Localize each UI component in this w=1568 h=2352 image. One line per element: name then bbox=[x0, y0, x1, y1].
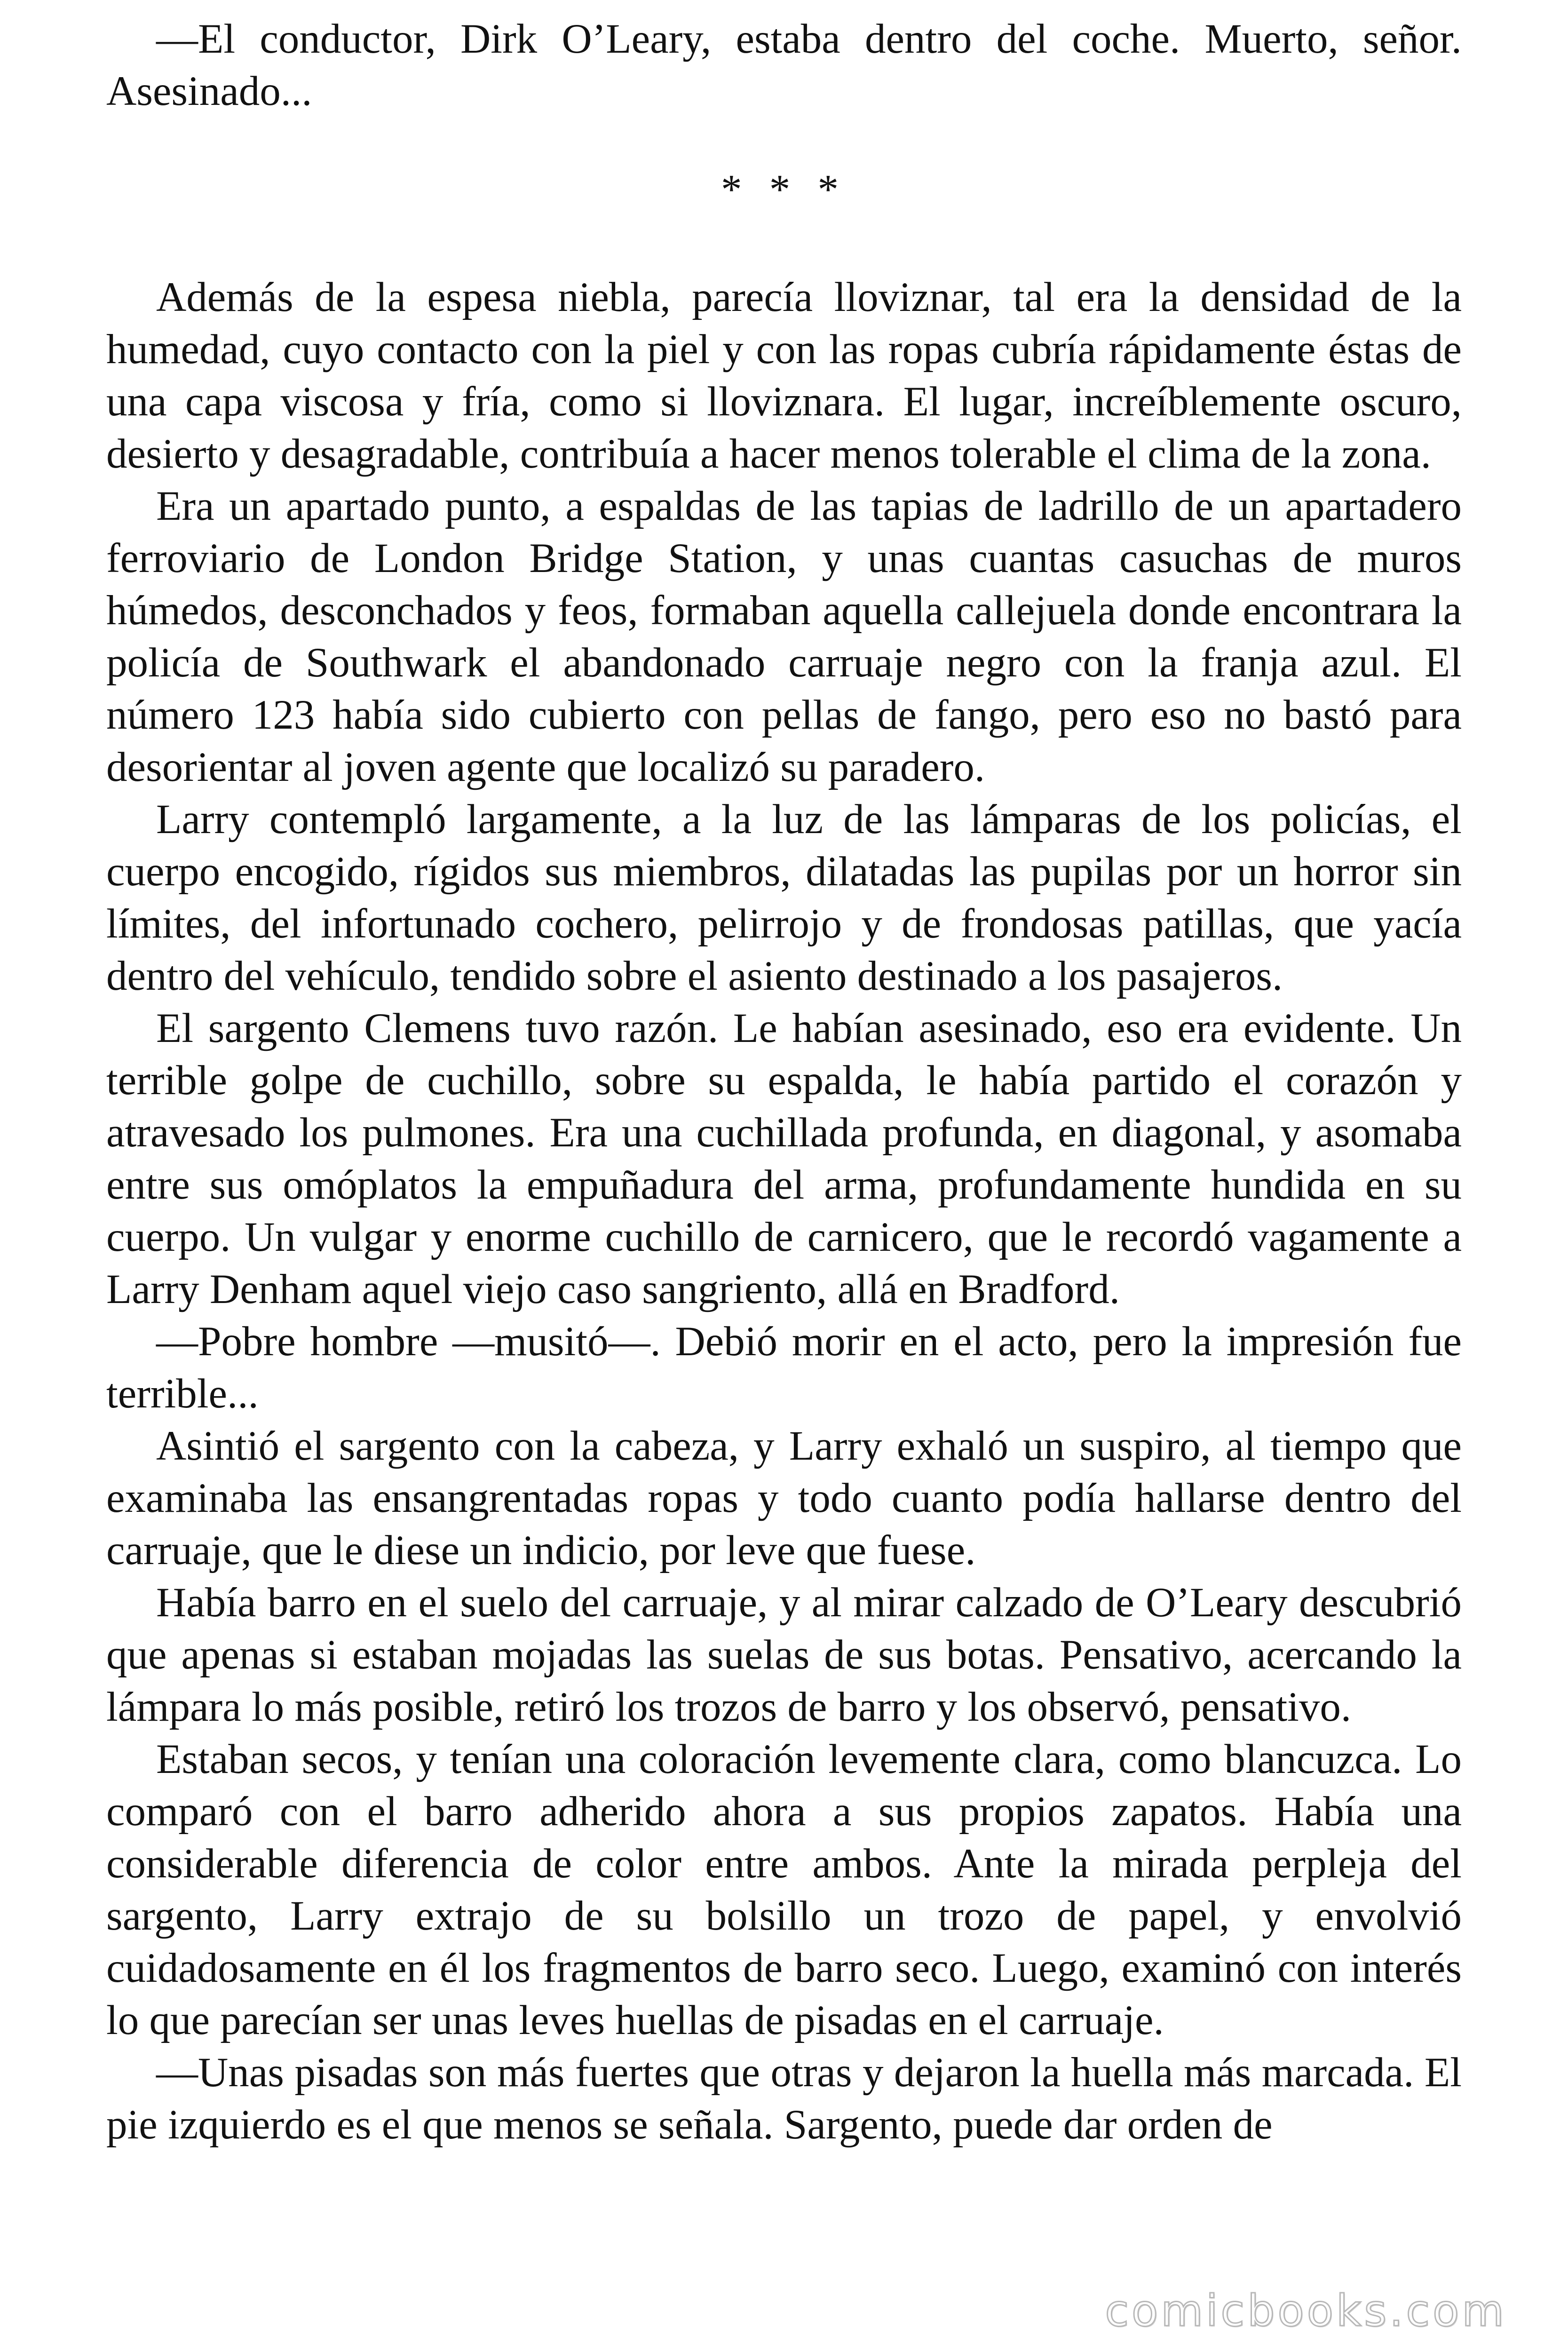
paragraph: Había barro en el suelo del carruaje, y al mirar calzado de O’Leary descubrió que apenas si estaban mojadas las suelas de sus botas. Pensativo, acercando la lámpara lo más posible, retiró los trozos de barro y los observó, pensativo. bbox=[106, 1580, 1462, 1730]
section-separator: * * * bbox=[721, 167, 847, 213]
paragraph: Estaban secos, y tenían una coloración levemente clara, como blancuzca. Lo comparó con el barro adherido ahora a sus propios zapatos. Había una considerable diferencia de color entre ambos. Ante la mirada perpleja del sargento, Larry extrajo de su bolsillo un trozo de papel, y envolvió cuidadosamente en él los fragmentos de barro seco. Luego, examinó con interés lo que parecían ser unas leves huellas de pisadas en el carruaje. bbox=[106, 1736, 1462, 2043]
watermark: comicbooks.com bbox=[1105, 2286, 1507, 2336]
paragraph: Además de la espesa niebla, parecía lloviznar, tal era la densidad de la humedad, cuyo contacto con la piel y con las ropas cubría rápidamente éstas de una capa viscosa y fría, como si lloviznara. El lugar, increíblemente oscuro, desierto y desagradable, contribuía a hacer menos tolerable el clima de la zona. bbox=[106, 274, 1462, 477]
opening-paragraph: —El conductor, Dirk O’Leary, estaba dentro del coche. Muerto, señor. Asesinado... bbox=[106, 16, 1462, 114]
paragraph: Era un apartado punto, a espaldas de las tapias de ladrillo de un apartadero ferroviario de London Bridge Station, y unas cuantas casuchas de muros húmedos, desconchados y feos, formaban aquella callejuela donde encontrara la policía de Southwark el abandonado carruaje negro con la franja azul. El número 123 había sido cubierto con pellas de fango, pero eso no bastó para desorientar al joven agente que localizó su paradero. bbox=[106, 483, 1462, 790]
paragraph: Larry contempló largamente, a la luz de las lámparas de los policías, el cuerpo encogido, rígidos sus miembros, dilatadas las pupilas por un horror sin límites, del infortunado cochero, pelirrojo y de frondosas patillas, que yacía dentro del vehículo, tendido sobre el asiento destinado a los pasajeros. bbox=[106, 796, 1462, 999]
paragraph: El sargento Clemens tuvo razón. Le habían asesinado, eso era evidente. Un terrible golpe de cuchillo, sobre su espalda, le había partido el corazón y atravesado los pulmones. Era una cuchillada profunda, en diagonal, y asomaba entre sus omóplatos la empuñadura del arma, profundamente hundida en su cuerpo. Un vulgar y enorme cuchillo de carnicero, que le recordó vagamente a Larry Denham aquel viejo caso sangriento, allá en Bradford. bbox=[106, 1005, 1462, 1312]
paragraph: —Pobre hombre —musitó—. Debió morir en el acto, pero la impresión fue terrible... bbox=[106, 1319, 1462, 1417]
paragraph: —Unas pisadas son más fuertes que otras y dejaron la huella más marcada. El pie izquierdo es el que menos se señala. Sargento, puede dar orden de bbox=[106, 2050, 1462, 2148]
paragraph: Asintió el sargento con la cabeza, y Larry exhaló un suspiro, al tiempo que examinaba las ensangrentadas ropas y todo cuanto podía hallarse dentro del carruaje, que le diese un indicio, por leve que fuese. bbox=[106, 1423, 1462, 1573]
body-text bbox=[106, 13, 1462, 2151]
